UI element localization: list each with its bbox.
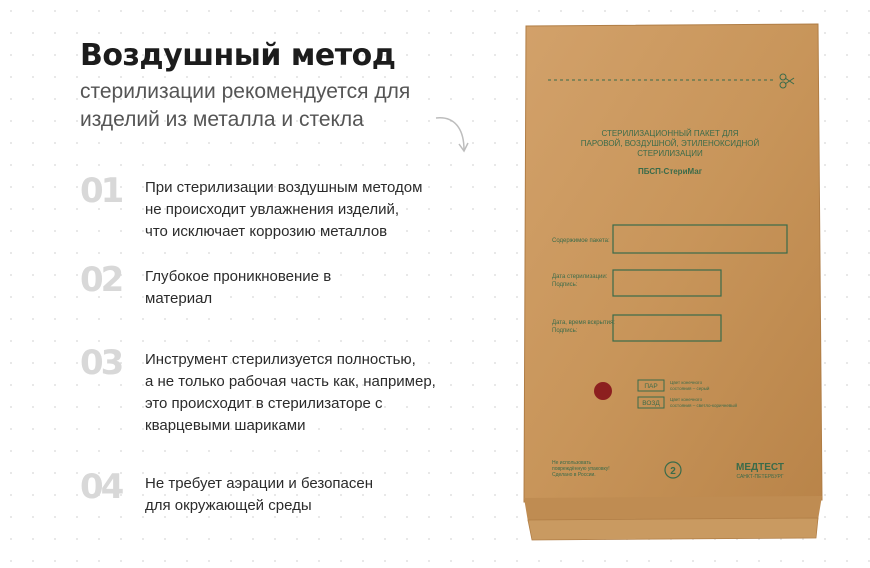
feature-line: Не требует аэрации и безопасен bbox=[145, 475, 374, 492]
feature-line: кварцевыми шариками bbox=[145, 417, 306, 434]
feature-number: 01 bbox=[80, 171, 122, 211]
pouch-brand: МЕДТЕСТ bbox=[736, 462, 784, 473]
subtitle-line: стерилизации рекомендуется для bbox=[80, 80, 411, 103]
pouch-warning: Не использовать bbox=[552, 460, 592, 466]
page-subtitle bbox=[80, 78, 480, 134]
feature-number: 03 bbox=[80, 343, 122, 383]
indicator-desc: Цвет конечного bbox=[670, 397, 703, 402]
feature-text bbox=[145, 266, 485, 310]
feature-line: не происходит увлажнения изделий, bbox=[145, 201, 400, 218]
feature-number: 02 bbox=[80, 260, 122, 300]
pouch-field-label: Содержимое пакета: bbox=[552, 238, 610, 244]
feature-line: что исключает коррозию металлов bbox=[145, 223, 388, 240]
indicator-desc: состояния – светло-коричневый bbox=[670, 403, 738, 408]
pouch-header-line: СТЕРИЛИЗАЦИОННЫЙ ПАКЕТ ДЛЯ bbox=[601, 129, 739, 138]
pouch-product-name: ПБСП-СтериМаг bbox=[637, 167, 703, 176]
page-title: Воздушный метод bbox=[80, 38, 396, 73]
pouch-header-line: СТЕРИЛИЗАЦИИ bbox=[637, 149, 703, 158]
air-indicator-label: ВОЗД bbox=[642, 400, 660, 407]
pouch-field-label: Дата стерилизации: bbox=[552, 274, 608, 280]
pouch-warning: Сделано в России. bbox=[552, 472, 596, 478]
indicator-desc: состояния – серый bbox=[670, 386, 710, 391]
feature-number: 04 bbox=[80, 467, 122, 507]
feature-line: это происходит в стерилизаторе с bbox=[145, 395, 383, 412]
indicator-desc: Цвет конечного bbox=[670, 380, 703, 385]
feature-line: материал bbox=[145, 290, 213, 307]
pouch-field-label: Подпись: bbox=[552, 282, 578, 288]
sterilization-pouch-image bbox=[518, 20, 828, 547]
feature-line: При стерилизации воздушным методом bbox=[145, 179, 423, 196]
feature-text bbox=[145, 177, 485, 243]
feature-line: Глубокое проникновение в bbox=[145, 268, 332, 285]
steam-indicator-label: ПАР bbox=[644, 383, 658, 390]
pouch-city: САНКТ-ПЕТЕРБУРГ bbox=[736, 474, 784, 480]
pouch-header-line: ПАРОВОЙ, ВОЗДУШНОЙ, ЭТИЛЕНОКСИДНОЙ bbox=[580, 139, 760, 148]
indicator-dot bbox=[594, 382, 612, 400]
svg-text:2: 2 bbox=[670, 466, 676, 477]
feature-text bbox=[145, 349, 485, 437]
feature-line: Инструмент стерилизуется полностью, bbox=[145, 351, 416, 368]
subtitle-line: изделий из металла и стекла bbox=[80, 108, 364, 131]
curved-arrow-icon bbox=[432, 112, 472, 156]
feature-line: а не только рабочая часть как, например, bbox=[145, 373, 436, 390]
pouch-field-label: Дата, время вскрытия: bbox=[552, 320, 615, 326]
feature-text bbox=[145, 473, 485, 517]
pouch-warning: повреждённую упаковку! bbox=[552, 466, 610, 472]
pouch-field-label: Подпись: bbox=[552, 328, 578, 334]
feature-line: для окружающей среды bbox=[145, 497, 312, 514]
